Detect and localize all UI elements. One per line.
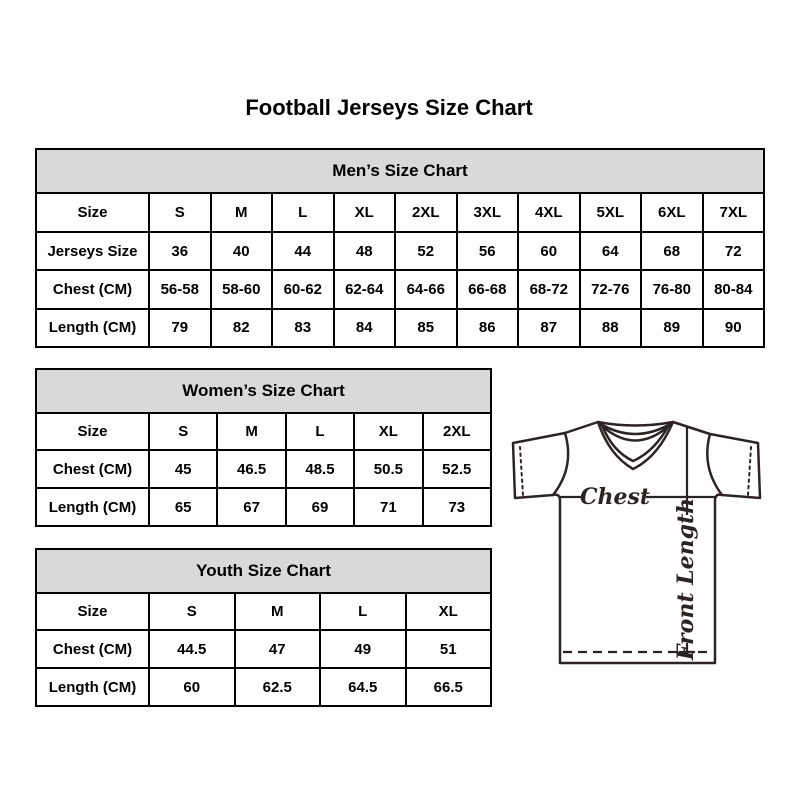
- value-cell: 47: [235, 630, 321, 668]
- table-row: [36, 450, 491, 488]
- table-row: [36, 630, 491, 668]
- value-cell: 90: [703, 309, 765, 347]
- table-row: [36, 488, 491, 526]
- value-cell: 69: [286, 488, 354, 526]
- value-cell: 71: [354, 488, 422, 526]
- value-cell: 44.5: [149, 630, 235, 668]
- value-cell: 56-58: [149, 270, 211, 308]
- value-cell: 56: [457, 232, 519, 270]
- value-cell: 80-84: [703, 270, 765, 308]
- value-cell: 40: [211, 232, 273, 270]
- jersey-diagram: [505, 405, 771, 671]
- value-cell: 64-66: [395, 270, 457, 308]
- collar-top-line: [598, 422, 673, 426]
- row-label-cell: Jerseys Size: [36, 232, 149, 270]
- value-cell: 3XL: [457, 193, 519, 231]
- womens-size-table: [35, 368, 492, 527]
- value-cell: 60: [149, 668, 235, 706]
- row-label-cell: Size: [36, 593, 149, 631]
- youth-size-table: [35, 548, 492, 707]
- table-row: [36, 232, 764, 270]
- value-cell: 64.5: [320, 668, 406, 706]
- value-cell: 2XL: [395, 193, 457, 231]
- value-cell: 6XL: [641, 193, 703, 231]
- page-title: Football Jerseys Size Chart: [245, 95, 533, 120]
- value-cell: 86: [457, 309, 519, 347]
- value-cell: XL: [334, 193, 396, 231]
- value-cell: XL: [354, 413, 422, 451]
- table-row: [36, 668, 491, 706]
- value-cell: 83: [272, 309, 334, 347]
- value-cell: 50.5: [354, 450, 422, 488]
- value-cell: 7XL: [703, 193, 765, 231]
- value-cell: 85: [395, 309, 457, 347]
- row-label-cell: Chest (CM): [36, 270, 149, 308]
- row-label-cell: Length (CM): [36, 668, 149, 706]
- value-cell: S: [149, 413, 217, 451]
- value-cell: S: [149, 593, 235, 631]
- table-title: Men’s Size Chart: [36, 149, 764, 193]
- value-cell: 60-62: [272, 270, 334, 308]
- table-header-row: [36, 369, 491, 413]
- row-label-cell: Size: [36, 193, 149, 231]
- value-cell: 67: [217, 488, 285, 526]
- value-cell: L: [286, 413, 354, 451]
- row-label-cell: Length (CM): [36, 309, 149, 347]
- value-cell: 72-76: [580, 270, 642, 308]
- table-row: [36, 193, 764, 231]
- value-cell: M: [217, 413, 285, 451]
- value-cell: 58-60: [211, 270, 273, 308]
- row-label-cell: Size: [36, 413, 149, 451]
- row-label-cell: Length (CM): [36, 488, 149, 526]
- value-cell: L: [272, 193, 334, 231]
- value-cell: 52: [395, 232, 457, 270]
- table-row: [36, 309, 764, 347]
- value-cell: 45: [149, 450, 217, 488]
- value-cell: 88: [580, 309, 642, 347]
- table-title: Women’s Size Chart: [36, 369, 491, 413]
- value-cell: 52.5: [423, 450, 491, 488]
- value-cell: 89: [641, 309, 703, 347]
- value-cell: S: [149, 193, 211, 231]
- value-cell: 2XL: [423, 413, 491, 451]
- table-title: Youth Size Chart: [36, 549, 491, 593]
- value-cell: XL: [406, 593, 492, 631]
- table-row: [36, 413, 491, 451]
- chest-label: Chest: [579, 484, 651, 510]
- value-cell: 49: [320, 630, 406, 668]
- table-row: [36, 270, 764, 308]
- value-cell: 64: [580, 232, 642, 270]
- table-row: [36, 593, 491, 631]
- value-cell: 82: [211, 309, 273, 347]
- value-cell: 48.5: [286, 450, 354, 488]
- row-label-cell: Chest (CM): [36, 630, 149, 668]
- value-cell: 79: [149, 309, 211, 347]
- front-length-label: Front Length: [673, 497, 699, 661]
- value-cell: 66-68: [457, 270, 519, 308]
- value-cell: 46.5: [217, 450, 285, 488]
- value-cell: 84: [334, 309, 396, 347]
- value-cell: 65: [149, 488, 217, 526]
- value-cell: 44: [272, 232, 334, 270]
- value-cell: 68: [641, 232, 703, 270]
- table-header-row: [36, 149, 764, 193]
- value-cell: 36: [149, 232, 211, 270]
- value-cell: 72: [703, 232, 765, 270]
- value-cell: 87: [518, 309, 580, 347]
- mens-size-table: [35, 148, 765, 348]
- value-cell: 51: [406, 630, 492, 668]
- value-cell: 60: [518, 232, 580, 270]
- value-cell: 62-64: [334, 270, 396, 308]
- value-cell: 5XL: [580, 193, 642, 231]
- value-cell: M: [211, 193, 273, 231]
- value-cell: 68-72: [518, 270, 580, 308]
- value-cell: 66.5: [406, 668, 492, 706]
- value-cell: 4XL: [518, 193, 580, 231]
- value-cell: 62.5: [235, 668, 321, 706]
- value-cell: L: [320, 593, 406, 631]
- value-cell: 76-80: [641, 270, 703, 308]
- row-label-cell: Chest (CM): [36, 450, 149, 488]
- value-cell: 48: [334, 232, 396, 270]
- table-header-row: [36, 549, 491, 593]
- value-cell: M: [235, 593, 321, 631]
- value-cell: 73: [423, 488, 491, 526]
